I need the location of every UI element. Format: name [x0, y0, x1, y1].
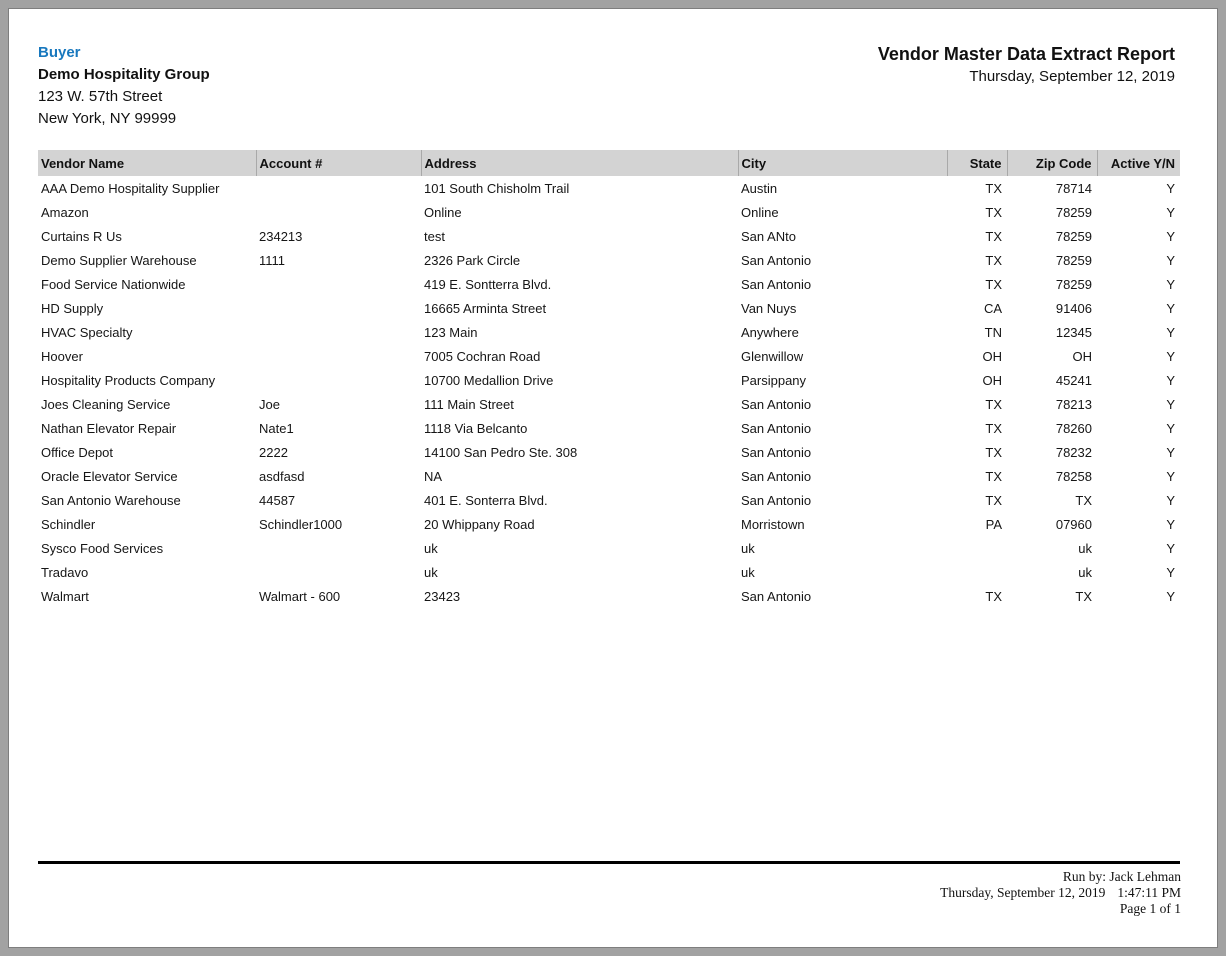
table-cell-active-yn: Y — [1166, 276, 1175, 292]
table-cell-address: NA — [424, 468, 443, 484]
table-cell-address: 16665 Arminta Street — [424, 300, 547, 316]
table-cell-zip-code: 78259 — [1055, 204, 1092, 220]
table-cell-active-yn: Y — [1166, 372, 1175, 388]
table-cell-account-number: 1111 — [259, 252, 286, 268]
buyer-label: Buyer — [38, 44, 81, 61]
table-cell-active-yn: Y — [1166, 588, 1175, 604]
table-cell-city: Glenwillow — [741, 348, 804, 364]
table-cell-account-number — [256, 368, 421, 392]
table-row — [38, 248, 1180, 272]
table-cell-account-number — [256, 296, 421, 320]
table-cell-zip-code: 07960 — [1055, 516, 1092, 532]
table-cell-city: San Antonio — [741, 492, 812, 508]
table-cell-state: CA — [983, 300, 1002, 316]
table-row — [38, 344, 1180, 368]
table-row — [38, 272, 1180, 296]
table-cell-state: TX — [985, 588, 1002, 604]
table-header-row — [38, 150, 1180, 176]
table-cell-city: San Antonio — [741, 276, 812, 292]
table-cell-zip-code: 78714 — [1055, 180, 1092, 196]
footer-time: 1:47:11 PM — [1117, 885, 1181, 900]
table-cell-zip-code: uk — [1078, 540, 1092, 556]
table-cell-zip-code: 78259 — [1055, 252, 1092, 268]
table-cell-address: 7005 Cochran Road — [424, 348, 541, 364]
table-cell-vendor-name: HD Supply — [41, 300, 104, 316]
table-cell-state — [947, 560, 1007, 584]
table-cell-city: San Antonio — [741, 252, 812, 268]
table-cell-vendor-name: Hoover — [41, 348, 83, 364]
table-cell-city: San ANto — [741, 228, 796, 244]
table-cell-address: 23423 — [424, 588, 461, 604]
table-cell-vendor-name: Joes Cleaning Service — [41, 396, 171, 412]
table-cell-city: Van Nuys — [741, 300, 797, 316]
table-cell-active-yn: Y — [1166, 420, 1175, 436]
table-cell-vendor-name: Hospitality Products Company — [41, 372, 216, 388]
buyer-address-line2: New York, NY 99999 — [38, 110, 177, 127]
table-row — [38, 224, 1180, 248]
table-cell-account-number — [256, 560, 421, 584]
table-cell-account-number: 2222 — [259, 444, 288, 460]
table-cell-vendor-name: San Antonio Warehouse — [41, 492, 181, 508]
table-cell-vendor-name: Food Service Nationwide — [41, 276, 186, 292]
table-cell-active-yn: Y — [1166, 468, 1175, 484]
report-footer — [38, 869, 1181, 917]
table-cell-state: TX — [985, 228, 1002, 244]
table-cell-account-number: Joe — [259, 396, 280, 412]
table-row — [38, 200, 1180, 224]
table-cell-city: San Antonio — [741, 396, 812, 412]
table-cell-address: 2326 Park Circle — [424, 252, 521, 268]
table-cell-state: TX — [985, 204, 1002, 220]
report-header — [38, 42, 1181, 130]
table-cell-account-number — [256, 320, 421, 344]
table-cell-zip-code: TX — [1075, 492, 1092, 508]
table-cell-active-yn: Y — [1166, 444, 1175, 460]
table-cell-state: TX — [985, 180, 1002, 196]
buyer-info-block — [38, 42, 210, 130]
table-cell-account-number: Nate1 — [259, 420, 294, 436]
table-cell-active-yn: Y — [1166, 516, 1175, 532]
table-cell-vendor-name: Curtains R Us — [41, 228, 122, 244]
table-cell-vendor-name: AAA Demo Hospitality Supplier — [41, 180, 220, 196]
table-cell-vendor-name: HVAC Specialty — [41, 324, 133, 340]
table-cell-vendor-name: Office Depot — [41, 444, 114, 460]
table-cell-address: uk — [424, 540, 438, 556]
table-row — [38, 464, 1180, 488]
footer-datetime — [38, 885, 1181, 901]
table-cell-city: San Antonio — [741, 444, 812, 460]
table-row — [38, 560, 1180, 584]
column-header-address: Address — [421, 150, 738, 176]
table-cell-zip-code: 78259 — [1055, 228, 1092, 244]
table-cell-account-number — [256, 344, 421, 368]
table-cell-active-yn: Y — [1166, 252, 1175, 268]
table-cell-account-number: 234213 — [259, 228, 303, 244]
report-page — [8, 8, 1218, 948]
table-cell-vendor-name: Sysco Food Services — [41, 540, 164, 556]
table-row — [38, 296, 1180, 320]
table-cell-city: San Antonio — [741, 588, 812, 604]
table-cell-city: San Antonio — [741, 420, 812, 436]
footer-divider-rule — [38, 861, 1180, 864]
table-cell-account-number: asdfasd — [259, 468, 305, 484]
column-header-account-number: Account # — [256, 150, 421, 176]
table-cell-account-number — [256, 536, 421, 560]
table-cell-city: Parsippany — [741, 372, 807, 388]
buyer-address-line1: 123 W. 57th Street — [38, 88, 163, 105]
table-cell-address: 14100 San Pedro Ste. 308 — [424, 444, 578, 460]
table-cell-vendor-name: Tradavo — [41, 564, 89, 580]
table-cell-address: Online — [424, 204, 462, 220]
table-cell-active-yn: Y — [1166, 324, 1175, 340]
table-cell-vendor-name: Nathan Elevator Repair — [41, 420, 177, 436]
table-cell-state: TX — [985, 420, 1002, 436]
table-cell-vendor-name: Walmart — [41, 588, 89, 604]
table-cell-active-yn: Y — [1166, 396, 1175, 412]
table-cell-address: 401 E. Sonterra Blvd. — [424, 492, 548, 508]
table-cell-vendor-name: Schindler — [41, 516, 96, 532]
table-cell-address: 123 Main — [424, 324, 478, 340]
table-cell-vendor-name: Demo Supplier Warehouse — [41, 252, 197, 268]
table-cell-city: San Antonio — [741, 468, 812, 484]
table-cell-address: 111 Main Street — [424, 396, 514, 412]
table-cell-state: TX — [985, 468, 1002, 484]
table-cell-account-number — [256, 200, 421, 224]
table-cell-address: 20 Whippany Road — [424, 516, 535, 532]
column-header-city: City — [738, 150, 947, 176]
table-cell-state: TX — [985, 396, 1002, 412]
table-cell-city: Austin — [741, 180, 778, 196]
column-header-active-yn: Active Y/N — [1097, 150, 1180, 176]
table-row — [38, 536, 1180, 560]
table-cell-zip-code: 12345 — [1055, 324, 1092, 340]
table-cell-state: PA — [985, 516, 1002, 532]
report-date: Thursday, September 12, 2019 — [969, 68, 1175, 85]
table-cell-zip-code: OH — [1072, 348, 1092, 364]
vendor-table — [38, 150, 1180, 608]
table-row — [38, 488, 1180, 512]
table-cell-city: Anywhere — [741, 324, 799, 340]
table-row — [38, 584, 1180, 608]
table-cell-address: 101 South Chisholm Trail — [424, 180, 570, 196]
table-cell-zip-code: TX — [1075, 588, 1092, 604]
column-header-vendor-name: Vendor Name — [38, 150, 256, 176]
table-cell-zip-code: 78259 — [1055, 276, 1092, 292]
table-cell-vendor-name: Oracle Elevator Service — [41, 468, 178, 484]
table-cell-active-yn: Y — [1166, 492, 1175, 508]
table-cell-zip-code: 78213 — [1055, 396, 1092, 412]
table-cell-active-yn: Y — [1166, 348, 1175, 364]
footer-page-number: Page 1 of 1 — [1119, 901, 1181, 916]
table-row — [38, 416, 1180, 440]
table-row — [38, 176, 1180, 200]
table-cell-vendor-name: Amazon — [41, 204, 89, 220]
table-cell-address: 10700 Medallion Drive — [424, 372, 554, 388]
table-cell-account-number — [256, 176, 421, 200]
report-title: Vendor Master Data Extract Report — [877, 44, 1175, 64]
table-cell-active-yn: Y — [1166, 228, 1175, 244]
table-cell-state: TX — [985, 444, 1002, 460]
table-cell-account-number: Walmart - 600 — [259, 588, 341, 604]
table-cell-city: uk — [741, 564, 755, 580]
table-row — [38, 440, 1180, 464]
table-cell-zip-code: 91406 — [1055, 300, 1092, 316]
footer-date: Thursday, September 12, 2019 — [940, 885, 1106, 900]
report-title-block — [878, 42, 1181, 88]
table-row — [38, 512, 1180, 536]
table-cell-zip-code: uk — [1078, 564, 1092, 580]
table-row — [38, 368, 1180, 392]
table-cell-account-number — [256, 272, 421, 296]
table-cell-active-yn: Y — [1166, 540, 1175, 556]
column-header-state: State — [947, 150, 1007, 176]
table-row — [38, 320, 1180, 344]
table-cell-city: Morristown — [741, 516, 805, 532]
column-header-zip-code: Zip Code — [1007, 150, 1097, 176]
table-cell-state: OH — [982, 348, 1002, 364]
table-cell-account-number: 44587 — [259, 492, 296, 508]
table-cell-address: test — [424, 228, 445, 244]
table-cell-state: TX — [985, 276, 1002, 292]
table-cell-active-yn: Y — [1166, 204, 1175, 220]
table-cell-active-yn: Y — [1166, 564, 1175, 580]
table-cell-state: OH — [982, 372, 1002, 388]
table-cell-state: TX — [985, 492, 1002, 508]
table-cell-address: 1118 Via Belcanto — [424, 420, 528, 436]
table-cell-active-yn: Y — [1166, 300, 1175, 316]
table-cell-address: 419 E. Sontterra Blvd. — [424, 276, 552, 292]
table-cell-state: TN — [984, 324, 1002, 340]
table-cell-city: Online — [741, 204, 779, 220]
table-cell-address: uk — [424, 564, 438, 580]
table-cell-active-yn: Y — [1166, 180, 1175, 196]
table-cell-zip-code: 78260 — [1055, 420, 1092, 436]
footer-run-by: Run by: Jack Lehman — [1062, 869, 1181, 884]
vendor-table-body — [38, 176, 1180, 608]
buyer-name: Demo Hospitality Group — [38, 66, 210, 83]
table-cell-state — [947, 536, 1007, 560]
table-cell-zip-code: 45241 — [1055, 372, 1092, 388]
table-row — [38, 392, 1180, 416]
table-cell-state: TX — [985, 252, 1002, 268]
table-cell-zip-code: 78232 — [1055, 444, 1092, 460]
table-cell-city: uk — [741, 540, 755, 556]
table-cell-zip-code: 78258 — [1055, 468, 1092, 484]
table-cell-account-number: Schindler1000 — [259, 516, 343, 532]
